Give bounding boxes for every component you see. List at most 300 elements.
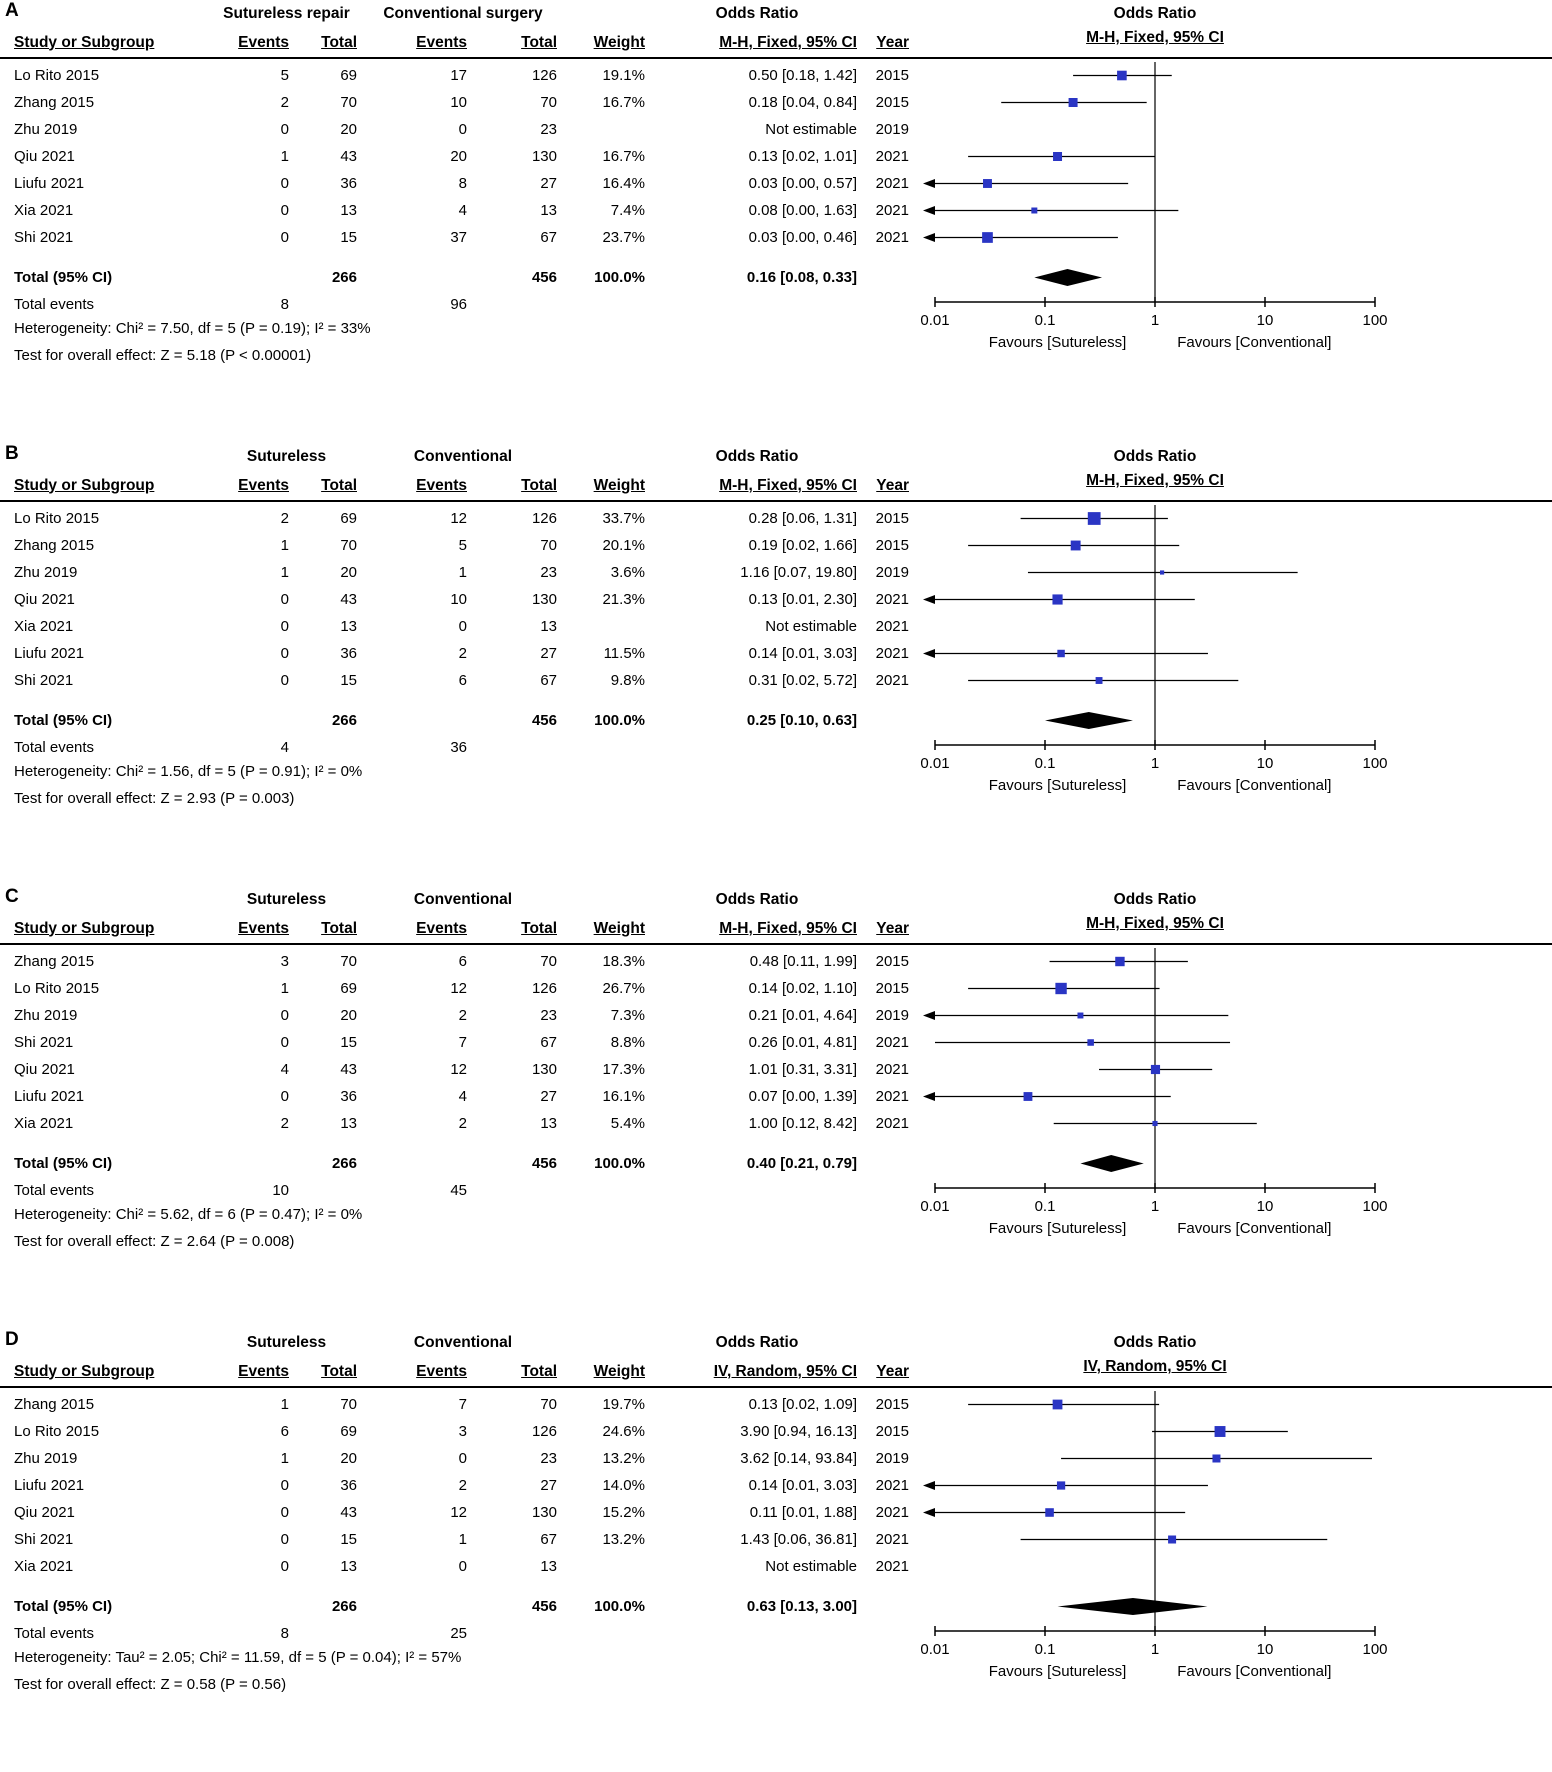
study-row-qiu-2021 (0, 586, 915, 613)
total-sutureless: 15 (340, 672, 357, 689)
year: 2015 (875, 953, 909, 970)
events-sutureless: 2 (280, 94, 289, 111)
axis-tick-label: 10 (1256, 1641, 1274, 1658)
panel-letter: A (5, 0, 19, 21)
total-events-conventional: 45 (450, 1182, 467, 1199)
odds-ratio-header-plot: Odds Ratio (1113, 891, 1197, 908)
total-sutureless-n: 266 (331, 269, 357, 286)
events-sutureless: 2 (280, 1115, 289, 1132)
effect-marker (1053, 152, 1062, 161)
study-name: Shi 2021 (14, 1034, 74, 1051)
total-conventional: 130 (531, 591, 557, 608)
favours-right-label: Favours [Conventional] (1177, 1220, 1332, 1237)
year: 2015 (875, 67, 909, 84)
effect-marker (1151, 1065, 1160, 1074)
study-name: Zhang 2015 (14, 1396, 95, 1413)
study-row-lo-rito-2015 (0, 62, 915, 89)
effect-marker (1069, 98, 1078, 107)
year: 2019 (875, 564, 909, 581)
favours-right-label: Favours [Conventional] (1177, 1663, 1332, 1680)
odds-ratio-ci: 0.14 [0.01, 3.03] (748, 645, 857, 662)
effect-marker (1087, 1039, 1094, 1046)
study-row-zhang-2015 (0, 532, 915, 559)
study-rows (0, 948, 915, 1137)
study-name: Liufu 2021 (14, 1477, 85, 1494)
col-header-events-sutureless: Events (238, 919, 289, 937)
events-sutureless: 0 (280, 618, 289, 635)
study-name: Zhu 2019 (14, 1450, 78, 1467)
total-sutureless: 36 (340, 1477, 357, 1494)
effect-marker (983, 179, 992, 188)
odds-ratio-ci: 0.21 [0.01, 4.64] (748, 1007, 857, 1024)
col-header-year: Year (876, 33, 909, 51)
total-conventional: 130 (531, 1061, 557, 1078)
study-name: Qiu 2021 (14, 1504, 75, 1521)
total-row (0, 707, 915, 734)
events-conventional: 2 (458, 645, 467, 662)
effect-marker (1053, 1400, 1063, 1410)
year: 2021 (875, 148, 909, 165)
odds-ratio-ci: 1.16 [0.07, 19.80] (740, 564, 857, 581)
events-conventional: 20 (450, 148, 467, 165)
year: 2021 (875, 1477, 909, 1494)
study-row-lo-rito-2015 (0, 1418, 915, 1445)
weight: 9.8% (610, 672, 645, 689)
odds-ratio-ci: 0.26 [0.01, 4.81] (748, 1034, 857, 1051)
total-ci: 0.25 [0.10, 0.63] (746, 712, 857, 729)
odds-ratio-ci: 3.90 [0.94, 16.13] (740, 1423, 857, 1440)
total-conventional-n: 456 (531, 269, 557, 286)
events-sutureless: 3 (280, 953, 289, 970)
effect-marker (1212, 1455, 1220, 1463)
col-header-events-sutureless: Events (238, 1362, 289, 1380)
events-sutureless: 0 (280, 1477, 289, 1494)
col-header-total-sutureless: Total (321, 919, 357, 937)
panel-letter: C (5, 886, 19, 907)
events-conventional: 12 (450, 1504, 467, 1521)
total-conventional: 13 (540, 202, 557, 219)
year: 2021 (875, 175, 909, 192)
weight: 13.2% (602, 1531, 645, 1548)
total-conventional: 23 (540, 121, 557, 138)
study-name: Qiu 2021 (14, 1061, 75, 1078)
effect-marker (1077, 1013, 1083, 1019)
odds-ratio-ci: 0.03 [0.00, 0.57] (748, 175, 857, 192)
total-conventional-n: 456 (531, 1155, 557, 1172)
odds-ratio-ci: 0.18 [0.04, 0.84] (748, 94, 857, 111)
total-label: Total (95% CI) (14, 1598, 113, 1615)
weight: 33.7% (602, 510, 645, 527)
year: 2021 (875, 1558, 909, 1575)
total-events-sutureless: 8 (280, 296, 289, 313)
total-conventional: 13 (540, 1558, 557, 1575)
study-name: Lo Rito 2015 (14, 1423, 100, 1440)
total-conventional: 27 (540, 1088, 557, 1105)
events-conventional: 6 (458, 672, 467, 689)
study-row-xia-2021 (0, 197, 915, 224)
events-sutureless: 0 (280, 672, 289, 689)
study-name: Shi 2021 (14, 1531, 74, 1548)
study-row-xia-2021 (0, 613, 915, 640)
total-label: Total (95% CI) (14, 1155, 113, 1172)
total-conventional: 13 (540, 1115, 557, 1132)
effect-marker (1071, 541, 1081, 551)
study-name: Lo Rito 2015 (14, 67, 100, 84)
study-rows (0, 1391, 915, 1580)
total-events-label: Total events (14, 739, 95, 756)
year: 2015 (875, 510, 909, 527)
study-name: Lo Rito 2015 (14, 980, 100, 997)
year: 2021 (875, 645, 909, 662)
total-events-row (0, 291, 915, 318)
summary-diamond (1045, 712, 1133, 729)
column-header-row (0, 1358, 915, 1385)
study-row-xia-2021 (0, 1553, 915, 1580)
events-conventional: 12 (450, 510, 467, 527)
study-row-liufu-2021 (0, 640, 915, 667)
axis-tick-label: 100 (1362, 312, 1388, 329)
plot-method-header: IV, Random, 95% CI (1083, 1358, 1227, 1375)
events-sutureless: 1 (280, 980, 289, 997)
effect-marker (1117, 71, 1127, 81)
total-ci: 0.63 [0.13, 3.00] (746, 1598, 857, 1615)
weight: 11.5% (603, 645, 645, 662)
year: 2015 (875, 1396, 909, 1413)
col-header-study: Study or Subgroup (14, 919, 155, 937)
effect-marker (1057, 1481, 1065, 1489)
group-header-conventional: Conventional (413, 891, 513, 908)
weight: 18.3% (602, 953, 645, 970)
ci-arrow-left (923, 1481, 935, 1490)
effect-marker (1096, 677, 1103, 684)
total-conventional: 70 (540, 953, 557, 970)
total-sutureless: 69 (340, 510, 357, 527)
col-header-total-conventional: Total (521, 33, 557, 51)
group-header-sutureless: Sutureless (246, 1334, 327, 1351)
odds-ratio-ci: Not estimable (765, 121, 857, 138)
col-header-events-conventional: Events (416, 919, 467, 937)
effect-marker (1168, 1536, 1176, 1544)
col-header-weight: Weight (593, 33, 645, 51)
col-header-total-sutureless: Total (321, 33, 357, 51)
total-conventional: 23 (540, 564, 557, 581)
odds-ratio-header-table: Odds Ratio (715, 448, 799, 465)
total-sutureless: 69 (340, 67, 357, 84)
study-row-zhu-2019 (0, 559, 915, 586)
overall-effect-text: Test for overall effect: Z = 0.58 (P = 0.56) (14, 1676, 287, 1693)
events-sutureless: 0 (280, 645, 289, 662)
events-conventional: 7 (458, 1034, 467, 1051)
total-sutureless: 13 (340, 1558, 357, 1575)
study-name: Liufu 2021 (14, 1088, 85, 1105)
weight: 20.1% (602, 537, 645, 554)
total-conventional: 67 (540, 1531, 557, 1548)
plot-method-header: M-H, Fixed, 95% CI (1086, 29, 1224, 46)
plot-method-header: M-H, Fixed, 95% CI (1086, 472, 1224, 489)
total-conventional: 126 (531, 1423, 557, 1440)
axis-tick-label: 0.01 (920, 1641, 950, 1658)
total-sutureless: 43 (340, 1504, 357, 1521)
axis-tick-label: 1 (1150, 1641, 1160, 1658)
events-conventional: 1 (458, 564, 467, 581)
study-name: Zhang 2015 (14, 953, 95, 970)
total-sutureless: 15 (340, 1531, 357, 1548)
group-header-sutureless: Sutureless (246, 891, 327, 908)
events-sutureless: 0 (280, 1007, 289, 1024)
year: 2015 (875, 1423, 909, 1440)
total-events-conventional: 96 (450, 296, 467, 313)
favours-right-label: Favours [Conventional] (1177, 777, 1332, 794)
events-conventional: 2 (458, 1477, 467, 1494)
total-conventional: 13 (540, 618, 557, 635)
group-header-conventional: Conventional surgery (383, 5, 543, 22)
odds-ratio-ci: 0.28 [0.06, 1.31] (748, 510, 857, 527)
year: 2021 (875, 1504, 909, 1521)
events-sutureless: 0 (280, 175, 289, 192)
study-row-shi-2021 (0, 224, 915, 251)
total-conventional: 126 (531, 510, 557, 527)
heterogeneity-text: Heterogeneity: Chi² = 1.56, df = 5 (P = 0.91); I² = 0% (14, 763, 363, 780)
odds-ratio-ci: 3.62 [0.14, 93.84] (740, 1450, 857, 1467)
col-header-method: M-H, Fixed, 95% CI (719, 919, 857, 937)
total-row (0, 264, 915, 291)
odds-ratio-ci: 0.31 [0.02, 5.72] (748, 672, 857, 689)
group-header-sutureless: Sutureless (246, 448, 327, 465)
year: 2021 (875, 672, 909, 689)
effect-marker (1055, 983, 1066, 994)
events-conventional: 17 (450, 67, 467, 84)
col-header-study: Study or Subgroup (14, 33, 155, 51)
events-sutureless: 0 (280, 1088, 289, 1105)
events-sutureless: 0 (280, 1034, 289, 1051)
axis-tick-label: 1 (1150, 312, 1160, 329)
weight: 5.4% (610, 1115, 645, 1132)
total-ci: 0.16 [0.08, 0.33] (746, 269, 857, 286)
total-sutureless: 13 (340, 1115, 357, 1132)
total-conventional: 130 (531, 148, 557, 165)
summary-diamond (1034, 269, 1102, 286)
study-row-liufu-2021 (0, 1472, 915, 1499)
events-sutureless: 4 (280, 1061, 289, 1078)
year: 2019 (875, 121, 909, 138)
study-name: Zhang 2015 (14, 94, 95, 111)
ci-arrow-left (923, 1508, 935, 1517)
total-weight: 100.0% (594, 269, 645, 286)
total-sutureless-n: 266 (331, 1598, 357, 1615)
study-name: Zhang 2015 (14, 537, 95, 554)
events-conventional: 4 (458, 1088, 467, 1105)
favours-left-label: Favours [Sutureless] (988, 1663, 1127, 1680)
total-sutureless: 70 (340, 1396, 357, 1413)
forest-panel-b (0, 443, 1552, 886)
weight: 16.7% (602, 148, 645, 165)
odds-ratio-ci: 0.08 [0.00, 1.63] (748, 202, 857, 219)
study-name: Zhu 2019 (14, 121, 78, 138)
study-name: Qiu 2021 (14, 148, 75, 165)
axis-tick-label: 0.1 (1034, 1198, 1056, 1215)
total-sutureless: 36 (340, 175, 357, 192)
weight: 19.1% (602, 67, 645, 84)
group-header-conventional: Conventional (413, 1334, 513, 1351)
events-conventional: 0 (458, 1450, 467, 1467)
total-sutureless: 43 (340, 1061, 357, 1078)
weight: 23.7% (602, 229, 645, 246)
events-sutureless: 0 (280, 202, 289, 219)
study-row-lo-rito-2015 (0, 505, 915, 532)
total-conventional-n: 456 (531, 1598, 557, 1615)
col-header-year: Year (876, 919, 909, 937)
events-conventional: 6 (458, 953, 467, 970)
column-header-row (0, 472, 915, 499)
year: 2021 (875, 1088, 909, 1105)
total-events-label: Total events (14, 296, 95, 313)
total-conventional: 67 (540, 229, 557, 246)
ci-arrow-left (923, 649, 935, 658)
axis-tick-label: 10 (1256, 312, 1274, 329)
total-label: Total (95% CI) (14, 269, 113, 286)
total-sutureless: 15 (340, 229, 357, 246)
axis-tick-label: 10 (1256, 1198, 1274, 1215)
col-header-year: Year (876, 1362, 909, 1380)
axis-tick-label: 0.1 (1034, 1641, 1056, 1658)
events-sutureless: 1 (280, 537, 289, 554)
axis-tick-label: 10 (1256, 755, 1274, 772)
ci-arrow-left (923, 1092, 935, 1101)
total-sutureless-n: 266 (331, 712, 357, 729)
study-name: Xia 2021 (14, 202, 74, 219)
events-conventional: 37 (450, 229, 467, 246)
year: 2021 (875, 618, 909, 635)
events-sutureless: 0 (280, 1558, 289, 1575)
total-conventional: 67 (540, 672, 557, 689)
total-conventional: 27 (540, 1477, 557, 1494)
forest-plot (915, 443, 1552, 886)
weight: 13.2% (602, 1450, 645, 1467)
total-conventional: 23 (540, 1007, 557, 1024)
study-name: Zhu 2019 (14, 564, 78, 581)
forest-plot (915, 886, 1552, 1329)
effect-marker (1031, 208, 1037, 214)
axis-tick-label: 0.01 (920, 755, 950, 772)
events-conventional: 1 (458, 1531, 467, 1548)
events-sutureless: 0 (280, 1504, 289, 1521)
year: 2021 (875, 1531, 909, 1548)
effect-marker (1152, 1121, 1157, 1126)
ci-arrow-left (923, 1011, 935, 1020)
odds-ratio-header-table: Odds Ratio (715, 5, 799, 22)
total-sutureless: 43 (340, 148, 357, 165)
favours-left-label: Favours [Sutureless] (988, 334, 1127, 351)
study-row-zhang-2015 (0, 89, 915, 116)
odds-ratio-ci: 0.13 [0.01, 2.30] (748, 591, 857, 608)
events-conventional: 8 (458, 175, 467, 192)
study-row-lo-rito-2015 (0, 975, 915, 1002)
forest-plot (915, 1329, 1552, 1772)
overall-effect-text: Test for overall effect: Z = 2.93 (P = 0.003) (14, 790, 295, 807)
study-name: Lo Rito 2015 (14, 510, 100, 527)
total-sutureless: 13 (340, 618, 357, 635)
events-conventional: 2 (458, 1007, 467, 1024)
study-row-liufu-2021 (0, 1083, 915, 1110)
forest-panel-d (0, 1329, 1552, 1772)
odds-ratio-header-table: Odds Ratio (715, 891, 799, 908)
weight: 16.1% (602, 1088, 645, 1105)
axis-tick-label: 100 (1362, 1198, 1388, 1215)
study-row-shi-2021 (0, 1526, 915, 1553)
total-weight: 100.0% (594, 712, 645, 729)
axis-tick-label: 0.01 (920, 1198, 950, 1215)
odds-ratio-header-plot: Odds Ratio (1113, 448, 1197, 465)
group-header-conventional: Conventional (413, 448, 513, 465)
odds-ratio-ci: 0.13 [0.02, 1.09] (748, 1396, 857, 1413)
axis-tick-label: 0.01 (920, 312, 950, 329)
col-header-total-conventional: Total (521, 476, 557, 494)
effect-marker (1160, 570, 1164, 574)
col-header-total-conventional: Total (521, 1362, 557, 1380)
year: 2021 (875, 1115, 909, 1132)
effect-marker (1024, 1092, 1033, 1101)
study-row-zhang-2015 (0, 1391, 915, 1418)
weight: 16.4% (602, 175, 645, 192)
total-row (0, 1593, 915, 1620)
events-sutureless: 0 (280, 121, 289, 138)
weight: 21.3% (602, 591, 645, 608)
odds-ratio-header-plot: Odds Ratio (1113, 5, 1197, 22)
effect-marker (1045, 1508, 1054, 1517)
events-conventional: 0 (458, 121, 467, 138)
total-weight: 100.0% (594, 1598, 645, 1615)
total-ci: 0.40 [0.21, 0.79] (746, 1155, 857, 1172)
favours-left-label: Favours [Sutureless] (988, 777, 1127, 794)
total-conventional: 27 (540, 175, 557, 192)
overall-effect-text: Test for overall effect: Z = 2.64 (P = 0.008) (14, 1233, 295, 1250)
odds-ratio-ci: 0.50 [0.18, 1.42] (748, 67, 857, 84)
events-conventional: 12 (450, 980, 467, 997)
events-conventional: 12 (450, 1061, 467, 1078)
events-conventional: 4 (458, 202, 467, 219)
weight: 24.6% (602, 1423, 645, 1440)
col-header-weight: Weight (593, 919, 645, 937)
col-header-year: Year (876, 476, 909, 494)
events-sutureless: 6 (280, 1423, 289, 1440)
year: 2021 (875, 591, 909, 608)
total-events-sutureless: 10 (272, 1182, 289, 1199)
year: 2015 (875, 980, 909, 997)
events-sutureless: 1 (280, 564, 289, 581)
weight: 7.3% (610, 1007, 645, 1024)
study-name: Xia 2021 (14, 618, 74, 635)
total-label: Total (95% CI) (14, 712, 113, 729)
weight: 16.7% (602, 94, 645, 111)
study-name: Xia 2021 (14, 1115, 74, 1132)
events-sutureless: 0 (280, 229, 289, 246)
panel-letter: D (5, 1329, 19, 1350)
total-sutureless: 69 (340, 1423, 357, 1440)
odds-ratio-ci: Not estimable (765, 1558, 857, 1575)
study-rows (0, 505, 915, 694)
odds-ratio-ci: 0.11 [0.01, 1.88] (749, 1504, 857, 1521)
col-header-events-conventional: Events (416, 1362, 467, 1380)
ci-arrow-left (923, 595, 935, 604)
odds-ratio-ci: 0.13 [0.02, 1.01] (748, 148, 857, 165)
weight: 19.7% (602, 1396, 645, 1413)
effect-marker (982, 232, 993, 243)
year: 2021 (875, 1061, 909, 1078)
total-sutureless: 36 (340, 645, 357, 662)
events-conventional: 2 (458, 1115, 467, 1132)
forest-panel-a (0, 0, 1552, 443)
heterogeneity-text: Heterogeneity: Tau² = 2.05; Chi² = 11.59, df = 5 (P = 0.04); I² = 57% (14, 1649, 462, 1666)
